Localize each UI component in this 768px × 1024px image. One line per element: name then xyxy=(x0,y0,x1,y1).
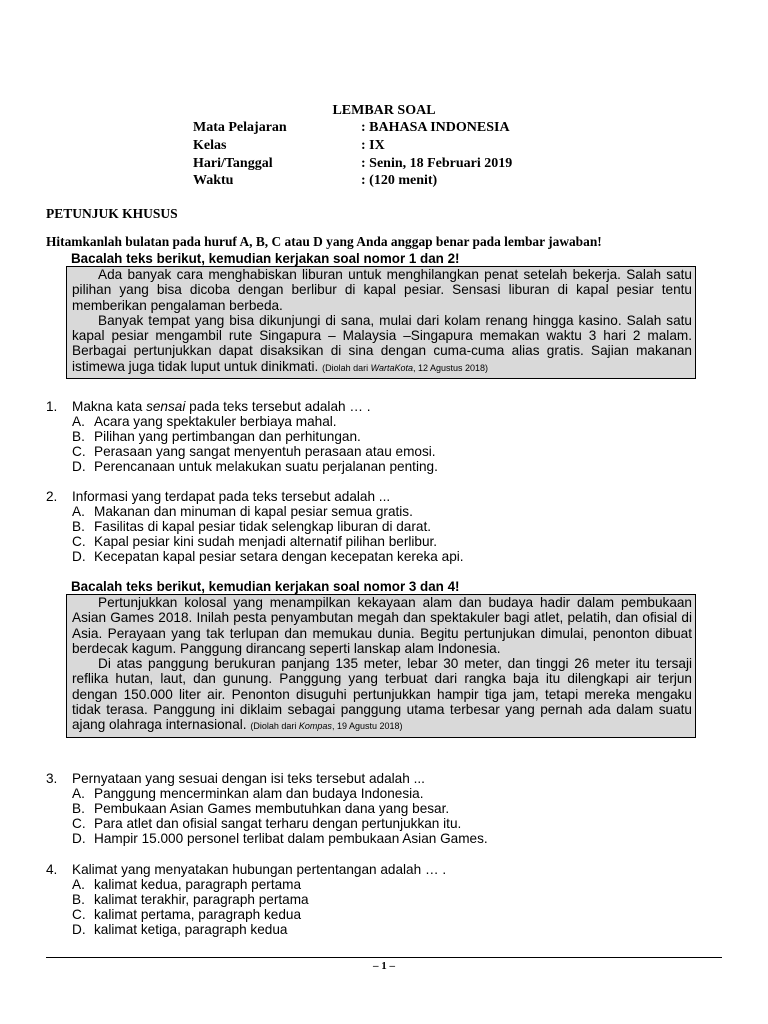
option-text: Makanan dan minuman di kapal pesiar semua gratis. xyxy=(94,504,413,519)
question-stem xyxy=(72,489,390,504)
section-title: PETUNJUK KHUSUS xyxy=(46,206,178,221)
source-publication: WartaKota xyxy=(370,362,413,373)
reading-passage-1 xyxy=(66,266,696,379)
option-letter: B. xyxy=(72,801,85,816)
option-letter: B. xyxy=(72,892,85,907)
stem-text-end: pada teks tersebut adalah … . xyxy=(185,399,371,414)
passage-paragraph: Ada banyak cara menghabiskan liburan untuk menghilangkan penat setelah bekerja. Salah satu pilihan yang bisa dicoba dengan berlibur di kapal pesiar. Sensasi liburan di kapal pesiar tentu memberikan pengalaman berbeda. xyxy=(72,267,692,313)
footer-divider xyxy=(46,957,722,958)
answer-option-d xyxy=(72,549,464,564)
option-letter: A. xyxy=(72,504,85,519)
source-suffix: , 19 Agustu 2018) xyxy=(331,721,403,732)
answer-option-a xyxy=(72,786,424,801)
question-stem xyxy=(72,771,425,786)
question-stem xyxy=(72,399,371,414)
option-text: kalimat ketiga, paragraph kedua xyxy=(94,922,288,937)
source-suffix: , 12 Agustus 2018) xyxy=(413,362,489,373)
answer-option-c xyxy=(72,907,301,922)
stem-text: Makna kata xyxy=(72,399,147,414)
passage-paragraph: Pertunjukkan kolosal yang menampilkan kekayaan alam dan budaya hadir dalam pembukaan Asian Games 2018. Inilah pesta penyambutan megah dan spektakuler bagi atlet, pelatih, dan ofisial di Asia. Perayaan yang tak terlupan dan memukau dunia. Begitu pertunjukan dimulai, penonton dibuat berdecak kagum. Panggung dirancang seperti lanskap alam Indonesia. xyxy=(72,595,692,656)
question-number: 3. xyxy=(46,771,58,786)
stem-text: Informasi yang terdapat pada teks tersebut adalah ... xyxy=(72,489,391,504)
option-letter: A. xyxy=(72,414,85,429)
source-prefix: (Diolah dari xyxy=(250,721,299,732)
option-text: Hampir 15.000 personel terlibat dalam pembukaan Asian Games. xyxy=(94,831,488,846)
option-text: Fasilitas di kapal pesiar tidak selengkap liburan di darat. xyxy=(94,519,432,534)
option-text: kalimat pertama, paragraph kedua xyxy=(94,907,302,922)
passage-source xyxy=(250,721,402,731)
general-instruction: Hitamkanlah bulatan pada huruf A, B, C atau D yang Anda anggap benar pada lembar jawaban! xyxy=(46,234,602,249)
meta-value: : BAHASA INDONESIA xyxy=(361,120,510,135)
answer-option-b xyxy=(72,892,309,907)
answer-option-d xyxy=(72,922,287,937)
meta-label: Kelas xyxy=(193,138,227,153)
passage-paragraph-text: Banyak tempat yang bisa dikunjungi di sana, mulai dari kolam renang hingga kasino. Salah satu kapal pesiar mengambil rute Singapura – Malaysia –Singapura memakan waktu 3 hari 2 malam. Berbagai pertunjukkan dapat disaksikan di sina dengan cuma-cuma alias gratis. Sajian makanan istimewa juga tidak luput untuk dinikmati. xyxy=(72,312,692,374)
option-text: kalimat terakhir, paragraph pertama xyxy=(94,892,309,907)
answer-option-b xyxy=(72,801,449,816)
stem-keyword: sensai xyxy=(146,399,186,414)
question-number: 4. xyxy=(46,862,58,877)
option-letter: D. xyxy=(72,922,86,937)
passage-source xyxy=(322,363,488,373)
option-text: Pilihan yang pertimbangan dan perhitungan. xyxy=(94,429,361,444)
option-letter: C. xyxy=(72,816,86,831)
passage-paragraph xyxy=(72,656,692,734)
reading-intro-1: Bacalah teks berikut, kemudian kerjakan soal nomor 1 dan 2! xyxy=(71,251,460,266)
source-prefix: (Diolah dari xyxy=(322,362,371,373)
option-letter: B. xyxy=(72,519,85,534)
answer-option-d xyxy=(72,831,488,846)
reading-intro-2: Bacalah teks berikut, kemudian kerjakan soal nomor 3 dan 4! xyxy=(71,579,460,594)
page-number: – 1 – xyxy=(373,960,395,972)
option-text: Kapal pesiar kini sudah menjadi alternatif pilihan berlibur. xyxy=(94,534,438,549)
option-letter: C. xyxy=(72,907,86,922)
stem-text: Pernyataan yang sesuai dengan isi teks tersebut adalah ... xyxy=(72,771,425,786)
meta-value: : IX xyxy=(361,138,385,153)
option-letter: D. xyxy=(72,831,86,846)
question-number: 1. xyxy=(46,399,58,414)
page-title: LEMBAR SOAL xyxy=(332,103,436,118)
option-text: kalimat kedua, paragraph pertama xyxy=(94,877,302,892)
option-text: Kecepatan kapal pesiar setara dengan kecepatan kereka api. xyxy=(94,549,464,564)
meta-value: : Senin, 18 Februari 2019 xyxy=(361,156,513,171)
answer-option-a xyxy=(72,504,413,519)
meta-value: : (120 menit) xyxy=(361,173,438,188)
option-text: Para atlet dan ofisial sangat terharu dengan pertunjukkan itu. xyxy=(94,816,462,831)
option-letter: B. xyxy=(72,429,85,444)
answer-option-b xyxy=(72,519,431,534)
option-text: Acara yang spektakuler berbiaya mahal. xyxy=(94,414,337,429)
answer-option-a xyxy=(72,877,301,892)
answer-option-c xyxy=(72,816,461,831)
question-number: 2. xyxy=(46,489,58,504)
option-letter: C. xyxy=(72,534,86,549)
option-letter: D. xyxy=(72,459,86,474)
meta-label: Hari/Tanggal xyxy=(193,156,273,171)
option-letter: A. xyxy=(72,877,85,892)
answer-option-d xyxy=(72,459,438,474)
answer-option-a xyxy=(72,414,337,429)
meta-label: Waktu xyxy=(193,173,234,188)
stem-text: Kalimat yang menyatakan hubungan pertentangan adalah … . xyxy=(72,862,447,877)
option-letter: A. xyxy=(72,786,85,801)
option-letter: C. xyxy=(72,444,86,459)
passage-paragraph-text: Di atas panggung berukuran panjang 135 meter, lebar 30 meter, dan tinggi 26 meter itu tersaji reflika hutan, laut, dan gunung. Panggung yang terbuat dari rangka baja itu dilengkapi air terjun dengan 150.000 liter air. Penonton disuguhi pertunjukkan hampir tiga jam, tetapi mereka mengaku tidak terasa. Panggung ini diklaim sebagai panggung utama terbesar yang pernah ada dalam suatu ajang olahraga internasional. xyxy=(72,656,692,733)
meta-label: Mata Pelajaran xyxy=(193,120,287,135)
option-text: Pembukaan Asian Games membutuhkan dana yang besar. xyxy=(94,801,450,816)
passage-paragraph xyxy=(72,313,692,376)
source-publication: Kompas xyxy=(298,721,332,732)
option-letter: D. xyxy=(72,549,86,564)
reading-passage-2 xyxy=(66,594,696,738)
option-text: Perasaan yang sangat menyentuh perasaan atau emosi. xyxy=(94,444,436,459)
option-text: Panggung mencerminkan alam dan budaya Indonesia. xyxy=(94,786,424,801)
answer-option-c xyxy=(72,534,437,549)
answer-option-b xyxy=(72,429,361,444)
option-text: Perencanaan untuk melakukan suatu perjalanan penting. xyxy=(94,459,438,474)
question-stem xyxy=(72,862,446,877)
answer-option-c xyxy=(72,444,436,459)
